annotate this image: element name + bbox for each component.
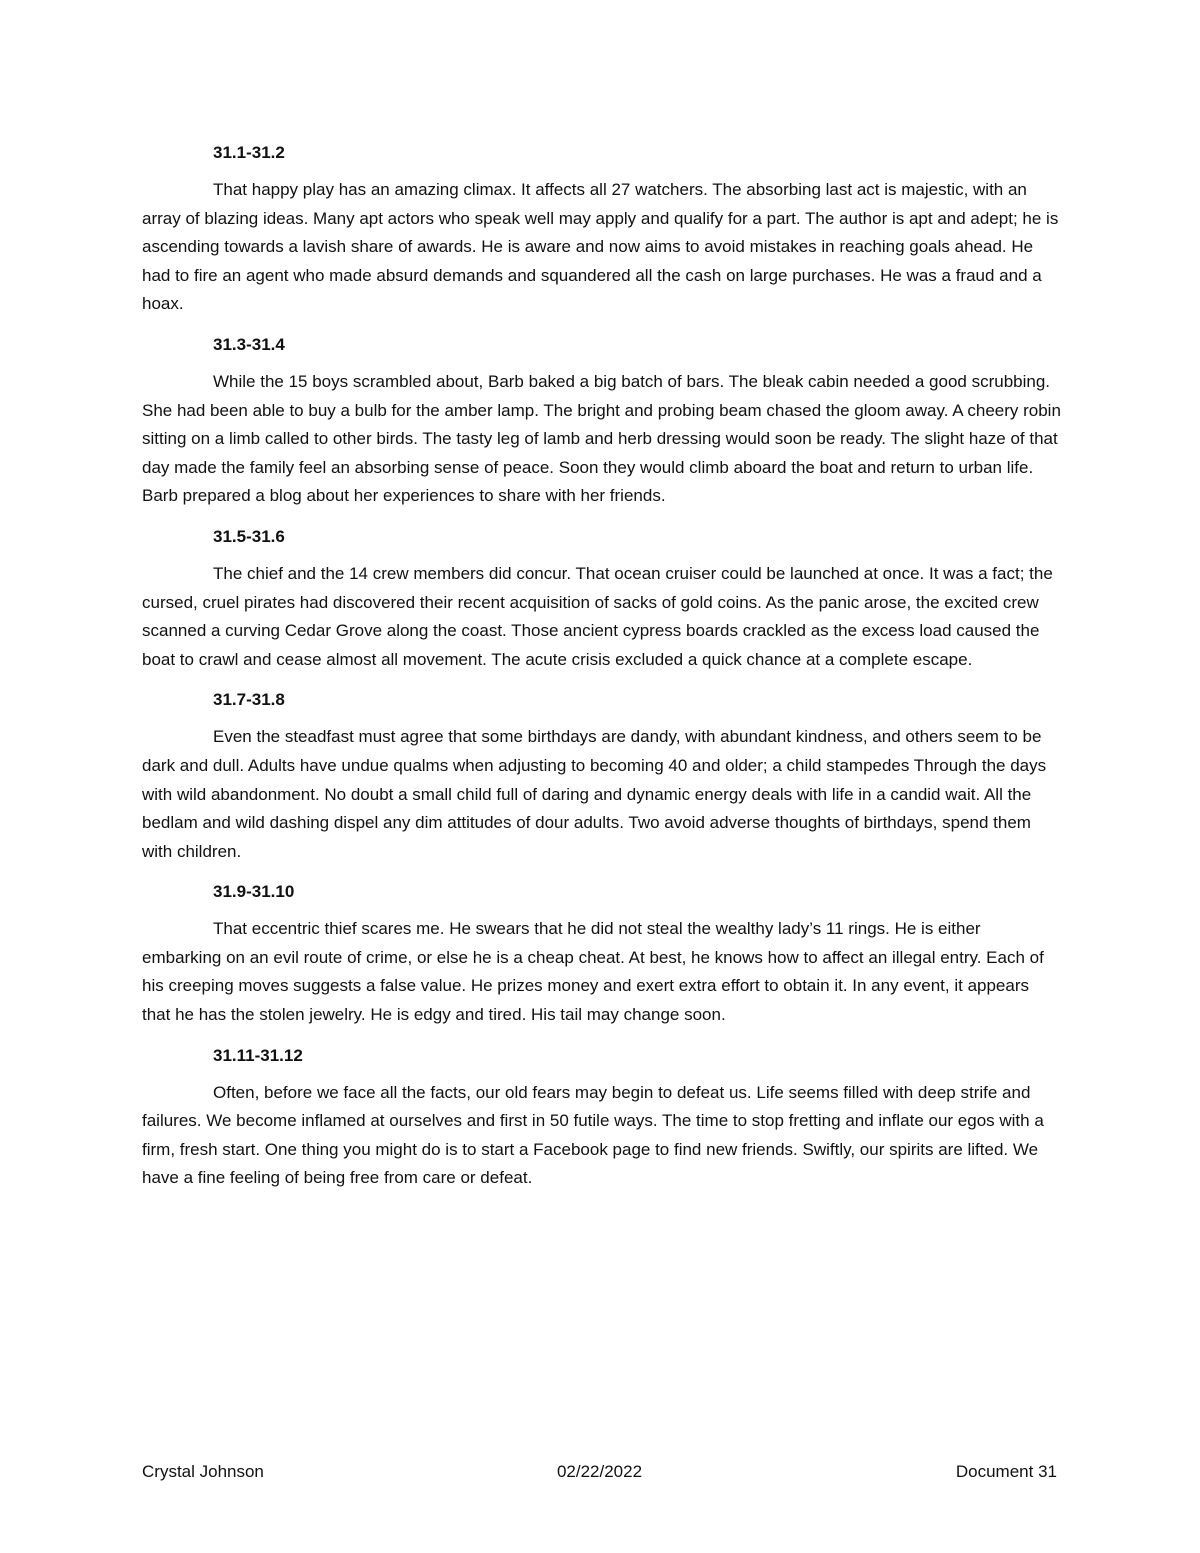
section-heading: 31.1-31.2	[213, 143, 285, 162]
section-31-1	[142, 138, 1062, 319]
section-paragraph: Even the steadfast must agree that some birthdays are dandy, with abundant kindness, and others seem to be dark and dull. Adults have undue qualms when adjusting to becoming 40 and older; a child stampedes Through the days with wild abandonment. No doubt a small child full of daring and dynamic energy deals with life in a candid wait. All the bedlam and wild dashing dispel any dim attitudes of dour adults. Two avoid adverse thoughts of birthdays, spend them with children.	[142, 727, 1047, 861]
section-paragraph: While the 15 boys scrambled about, Barb baked a big batch of bars. The bleak cabin needed a good scrubbing. She had been able to buy a bulb for the amber lamp. The bright and probing beam chased the gloom away. A cheery robin sitting on a limb called to other birds. The tasty leg of lamb and herb dressing would soon be ready. The slight haze of that day made the family feel an absorbing sense of peace. Soon they would climb aboard the boat and return to urban life. Barb prepared a blog about her experiences to share with her friends.	[142, 371, 1061, 506]
page-footer	[142, 1458, 1057, 1486]
section-heading: 31.3-31.4	[213, 334, 285, 354]
section-heading: 31.11-31.12	[213, 1045, 303, 1065]
footer-document-number: Document 31	[955, 1462, 1057, 1481]
section-paragraph: That eccentric thief scares me. He swears that he did not steal the wealthy lady’s 11 rings. He is either embarking on an evil route of crime, or else he is a cheap cheat. At best, he knows how to affect an illegal entry. Each of his creeping moves suggests a false value. He prizes money and exert extra effort to obtain it. In any event, it appears that he has the stolen jewelry. He is edgy and tired. His tail may change soon.	[142, 919, 1044, 1025]
section-31-7	[142, 685, 1062, 866]
section-31-9	[142, 877, 1062, 1029]
section-heading: 31.5-31.6	[213, 526, 285, 546]
section-31-3	[142, 330, 1062, 511]
document-body	[142, 138, 1062, 1204]
section-paragraph: That happy play has an amazing climax. It affects all 27 watchers. The absorbing last act is majestic, with an array of blazing ideas. Many apt actors who speak well may apply and qualify for a part. The author is apt and adept; he is ascending towards a lavish share of awards. He is aware and now aims to avoid mistakes in reaching goals ahead. He had to fire an agent who made absurd demands and squandered all the cash on large purchases. He was a fraud and a hoax.	[142, 180, 1059, 314]
section-31-11	[142, 1041, 1062, 1193]
section-paragraph: Often, before we face all the facts, our old fears may begin to defeat us. Life seems filled with deep strife and failures. We become inflamed at ourselves and first in 50 futile ways. The time to stop fretting and inflate our egos with a firm, fresh start. One thing you might do is to start a Facebook page to find new friends. Swiftly, our spirits are lifted. We have a fine feeling of being free from care or defeat.	[142, 1082, 1044, 1188]
footer-author: Crystal Johnson	[142, 1462, 264, 1481]
section-heading: 31.7-31.8	[213, 690, 285, 710]
section-31-5	[142, 522, 1062, 674]
footer-date: 02/22/2022	[556, 1462, 643, 1481]
section-paragraph: The chief and the 14 crew members did concur. That ocean cruiser could be launched at once. It was a fact; the cursed, cruel pirates had discovered their recent acquisition of sacks of gold coins. As the panic arose, the excited crew scanned a curving Cedar Grove along the coast. Those ancient cypress boards crackled as the excess load caused the boat to crawl and cease almost all movement. The acute crisis excluded a quick chance at a complete escape.	[142, 563, 1053, 669]
section-heading: 31.9-31.10	[213, 882, 295, 902]
